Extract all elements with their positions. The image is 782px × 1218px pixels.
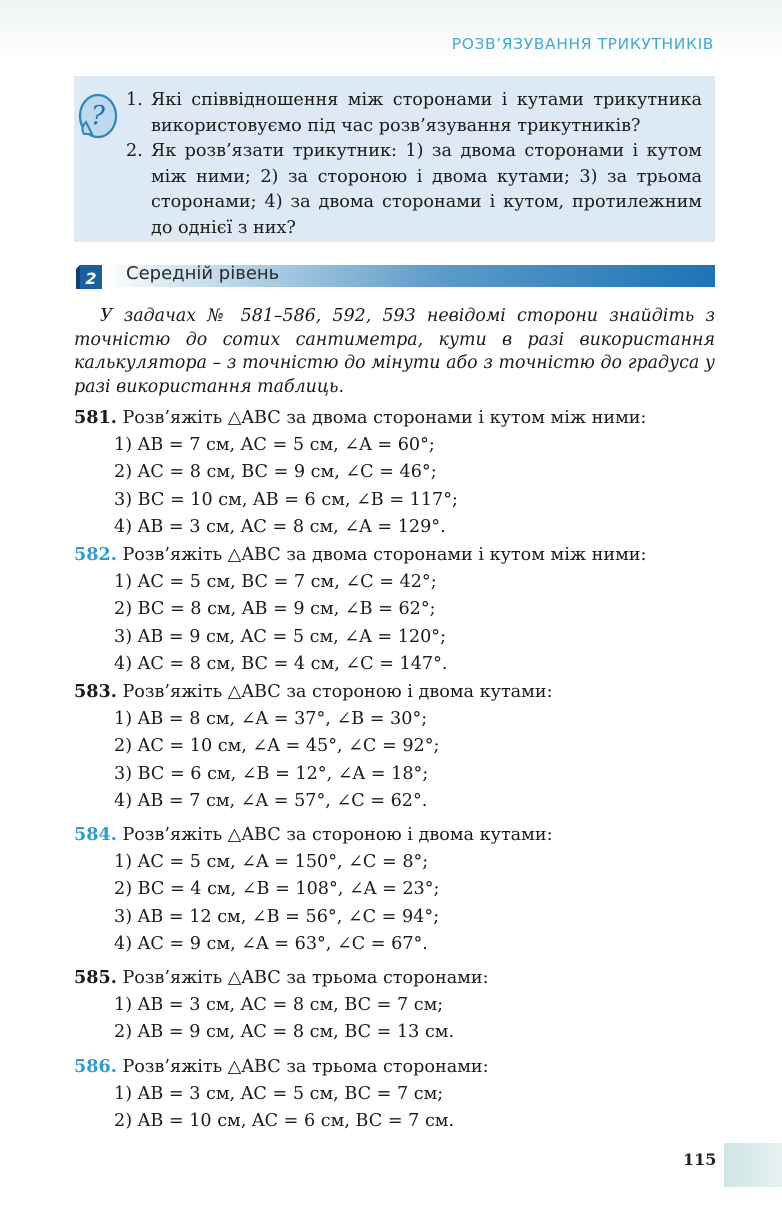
problem-number: 582. [74,544,117,566]
problem-number: 586. [74,1055,117,1077]
subproblem: 3) BC = 10 см, AB = 6 см, ∠B = 117°; [114,489,458,510]
subproblem: 3) AB = 12 см, ∠B = 56°, ∠C = 94°; [114,906,440,927]
problem-586 [74,1053,734,1136]
subproblem: 2) AB = 10 см, AC = 6 см, BC = 7 см. [114,1111,455,1132]
subproblem: 1) AB = 3 см, AC = 5 см, BC = 7 см; [114,1083,444,1104]
problem-statement: Розв’яжіть △ABC за двома сторонами і кутом між ними: [122,545,647,566]
level-title: Середній рівень [126,263,280,284]
problem-582 [74,541,734,678]
problem-list [74,404,734,1135]
question-text: Як розв’язати трикутник: 1) за двома сторонами і кутом між ними; 2) за стороною і двома кутами; 3) за трьома сторонами; 4) за двома сторонами і кутом, протилежним до однієї з них? [151,141,702,238]
problem-583 [74,678,734,815]
question-item [122,139,702,241]
subproblem: 1) AB = 8 см, ∠A = 37°, ∠B = 30°; [114,709,428,730]
problem-statement: Розв’яжіть △ABC за стороною і двома кутами: [122,682,553,703]
subproblem: 2) AC = 8 см, BC = 9 см, ∠C = 46°; [114,462,437,483]
subproblem: 1) AB = 7 см, AC = 5 см, ∠A = 60°; [114,435,435,456]
problem-584 [74,821,734,958]
problem-statement: Розв’яжіть △ABC за двома сторонами і кутом між ними: [122,408,647,428]
problem-number: 585. [74,967,117,989]
intro-paragraph: У задачах № 581–586, 592, 593 невідомі сторони знайдіть з точністю до сотих сантиметра, кути в разі використання калькулятора – з точністю до мінути або з точністю до градуса у разі використання таблиць. [74,306,715,397]
subproblem: 4) AB = 7 см, ∠A = 57°, ∠C = 62°. [114,790,428,811]
level-badge-icon [74,265,102,289]
subproblem: 2) AC = 10 см, ∠A = 45°, ∠C = 92°; [114,736,440,757]
subproblem: 3) BC = 6 см, ∠B = 12°, ∠A = 18°; [114,763,429,784]
problem-number: 584. [74,824,117,846]
svg-text:?: ? [91,101,105,131]
question-list [122,88,702,242]
subproblem: 1) AB = 3 см, AC = 8 см, BC = 7 см; [114,995,444,1016]
question-text: Які співвідношення між сторонами і кутами трикутника використовуємо під час розв’язування трикутників? [151,90,702,136]
question-head-icon [74,92,120,140]
subproblem: 2) BC = 8 см, AB = 9 см, ∠B = 62°; [114,599,436,620]
question-number: 1. [126,90,143,110]
svg-text:2: 2 [85,269,97,288]
problem-585 [74,964,734,1047]
problem-statement: Розв’яжіть △ABC за трьома сторонами: [122,1056,489,1077]
problem-number: 583. [74,681,117,703]
subproblem: 2) AB = 9 см, AC = 8 см, BC = 13 см. [114,1022,455,1043]
subproblem: 4) AB = 3 см, AC = 8 см, ∠A = 129°. [114,516,446,537]
page-corner-tab [724,1143,782,1187]
subproblem: 4) AC = 9 см, ∠A = 63°, ∠C = 67°. [114,933,428,954]
subproblem: 4) AC = 8 см, BC = 4 см, ∠C = 147°. [114,653,448,674]
problem-581 [74,404,734,541]
review-questions-box [74,76,715,242]
problem-statement: Розв’яжіть △ABC за трьома сторонами: [122,968,489,989]
subproblem: 1) AC = 5 см, ∠A = 150°, ∠C = 8°; [114,852,429,873]
problem-number: 581. [74,407,117,428]
subproblem: 2) BC = 4 см, ∠B = 108°, ∠A = 23°; [114,879,440,900]
running-header: РОЗВ’ЯЗУВАННЯ ТРИКУТНИКІВ [451,35,714,53]
level-heading [74,265,715,287]
subproblem: 1) AC = 5 см, BC = 7 см, ∠C = 42°; [114,572,437,593]
question-item [122,88,702,139]
question-number: 2. [126,141,143,162]
page-number: 115 [683,1150,717,1169]
subproblem: 3) AB = 9 см, AC = 5 см, ∠A = 120°; [114,626,447,647]
problem-statement: Розв’яжіть △ABC за стороною і двома кутами: [122,825,553,846]
